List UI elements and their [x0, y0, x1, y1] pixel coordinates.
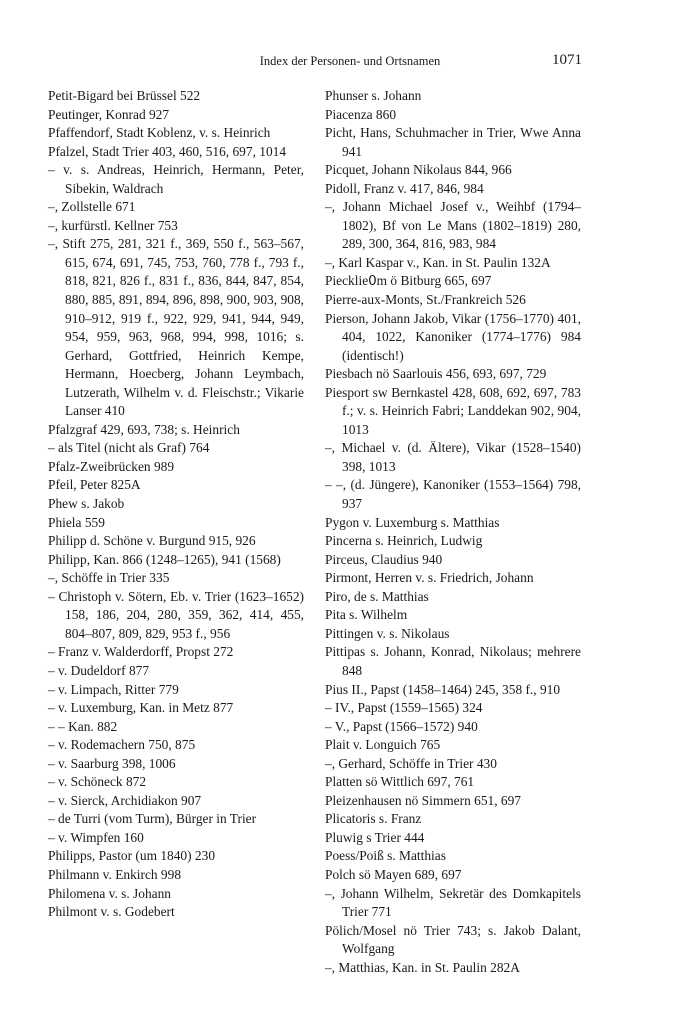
index-entry: Pfaffendorf, Stadt Koblenz, v. s. Heinrich: [48, 125, 271, 141]
index-entry: – – Kan. 882: [48, 718, 118, 734]
index-entry: – v. Limpach, Ritter 779: [48, 681, 179, 697]
index-entry: Plicatoris s. Franz: [325, 811, 422, 827]
index-entry: – v. Luxemburg, Kan. in Metz 877: [48, 700, 234, 716]
index-entry: – v. s. Andreas, Heinrich, Hermann, Peter, Sibekin, Waldrach: [48, 162, 304, 196]
index-entry: Pfalz-Zweibrücken 989: [48, 458, 175, 474]
index-entry: Pierson, Johann Jakob, Vikar (1756–1770) 401, 404, 1022, Kanoniker (1774–1776) 984 (identisch!): [325, 310, 581, 363]
index-entry: Piesbach nö Saarlouis 456, 693, 697, 729: [325, 366, 547, 382]
index-entry: – Christoph v. Sötern, Eb. v. Trier (1623–1652) 158, 186, 204, 280, 359, 362, 414, 455, 804–807, 809, 829, 953 f., 956: [48, 588, 304, 641]
index-entry: Philmont v. s. Godebert: [48, 904, 175, 920]
index-entry: –, Johann Wilhelm, Sekretär des Domkapitels Trier 771: [325, 885, 581, 920]
index-entry: Pfalzel, Stadt Trier 403, 460, 516, 697, 1014: [48, 143, 287, 159]
index-entry: Philmann v. Enkirch 998: [48, 866, 182, 882]
index-entry: – v. Sierck, Archidiakon 907: [48, 792, 202, 808]
index-entry: Pittipas s. Johann, Konrad, Nikolaus; mehrere 848: [325, 644, 581, 678]
index-entry: Picquet, Johann Nikolaus 844, 966: [325, 162, 512, 178]
index-column-right: [325, 87, 581, 977]
index-entry: Pirceus, Claudius 940: [325, 551, 443, 567]
index-entry: Pfeil, Peter 825A: [48, 477, 141, 493]
index-entry: – v. Schöneck 872: [48, 774, 147, 790]
page-header: [0, 52, 700, 72]
index-entry: Plait v. Longuich 765: [325, 737, 441, 753]
index-entry: –, Michael v. (d. Ältere), Vikar (1528–1540) 398, 1013: [325, 440, 581, 474]
index-entry: Piacenza 860: [325, 106, 397, 122]
page-number: 1071: [552, 52, 582, 68]
index-entry: Philipp d. Schöne v. Burgund 915, 926: [48, 533, 256, 549]
index-entry: – als Titel (nicht als Graf) 764: [48, 440, 210, 456]
index-entry: Phew s. Jakob: [48, 496, 125, 512]
index-entry: Philipp, Kan. 866 (1248–1265), 941 (1568): [48, 551, 281, 567]
index-entry: Poess/Poiß s. Matthias: [325, 848, 446, 864]
index-entry: Pluwig s Trier 444: [325, 829, 425, 845]
index-entry: –, kurfürstl. Kellner 753: [48, 217, 178, 233]
index-entry: Picht, Hans, Schuhmacher in Trier, Wwe Anna 941: [325, 125, 581, 159]
index-entry: – de Turri (vom Turm), Bürger in Trier: [48, 811, 257, 827]
index-entry: Philipps, Pastor (um 1840) 230: [48, 848, 216, 864]
index-entry: Piro, de s. Matthias: [325, 588, 429, 604]
index-entry: Pita s. Wilhelm: [325, 607, 408, 623]
index-entry: –, Matthias, Kan. in St. Paulin 282A: [325, 959, 520, 975]
index-entry: Polch sö Mayen 689, 697: [325, 866, 462, 882]
index-entry: Philomena v. s. Johann: [48, 885, 171, 901]
index-entry: Pius II., Papst (1458–1464) 245, 358 f., 910: [325, 681, 561, 697]
index-entry: Phunser s. Johann: [325, 88, 422, 103]
index-entry: –, Zollstelle 671: [48, 199, 136, 215]
index-entry: – Franz v. Walderdorff, Propst 272: [48, 644, 234, 660]
index-entry: Pincerna s. Heinrich, Ludwig: [325, 533, 483, 549]
index-entry: Pleizenhausen nö Simmern 651, 697: [325, 792, 521, 808]
index-entry: Pygon v. Luxemburg s. Matthias: [325, 514, 500, 530]
index-entry: Petit-Bigard bei Brüssel 522: [48, 88, 201, 103]
index-entry: Pfalzgraf 429, 693, 738; s. Heinrich: [48, 421, 240, 437]
index-entry: – –, (d. Jüngere), Kanoniker (1553–1564) 798, 937: [325, 477, 581, 512]
index-entry: Pidoll, Franz v. 417, 846, 984: [325, 180, 484, 196]
index-entry: Platten sö Wittlich 697, 761: [325, 774, 475, 790]
index-entry: –, Stift 275, 281, 321 f., 369, 550 f., 563–567, 615, 674, 691, 745, 753, 760, 778 f., 793 f., 818, 821, 826 f., 831 f., 836, 844, 847, 854, 880, 885, 891, 894, 896, 898, 900, 903, 908, 910–912, 919 f., 922, 929, 941, 944, 949, 954, 959, 963, 968, 994, 998, 1016; s. Gerhard, Gottfried, Heinrich Kempe, Hermann, Hoecberg, Johann Leymbach, Lutzerath, Wilhelm v. d. Fleischstr.; Vikarie Lanser 410: [48, 236, 304, 419]
index-entry: Pierre-aux-Monts, St./Frankreich 526: [325, 292, 526, 308]
index-entry: –, Schöffe in Trier 335: [48, 570, 170, 586]
index-entry: Phiela 559: [48, 514, 105, 530]
running-title: Index der Personen- und Ortsnamen: [259, 54, 441, 68]
index-entry: –, Gerhard, Schöffe in Trier 430: [325, 755, 497, 771]
index-entry: –, Johann Michael Josef v., Weihbf (1794–1802), Bf von Le Mans (1802–1819) 280, 289, 300, 364, 816, 983, 984: [325, 199, 581, 252]
index-entry: – v. Saarburg 398, 1006: [48, 755, 176, 771]
index-entry: Pölich/Mosel nö Trier 743; s. Jakob Dalant, Wolfgang: [325, 922, 581, 957]
index-entry: –, Karl Kaspar v., Kan. in St. Paulin 132A: [325, 254, 551, 270]
index-entry: Pirmont, Herren v. s. Friedrich, Johann: [325, 570, 534, 586]
index-entry: – v. Dudeldorf 877: [48, 662, 150, 678]
index-entry: – V., Papst (1566–1572) 940: [325, 718, 478, 734]
index-entry: – v. Rodemachern 750, 875: [48, 737, 196, 753]
index-entry: Peutinger, Konrad 927: [48, 106, 170, 122]
index-entry: – IV., Papst (1559–1565) 324: [325, 700, 483, 716]
index-entry: Piecklie߀m ö Bitburg 665, 697: [325, 273, 492, 289]
index-entry: Pittingen v. s. Nikolaus: [325, 625, 450, 641]
index-entry: Piesport sw Bernkastel 428, 608, 692, 697, 783 f.; v. s. Heinrich Fabri; Landdekan 902, 904, 1013: [325, 384, 581, 437]
index-column-left: [48, 87, 304, 922]
index-entry: – v. Wimpfen 160: [48, 829, 144, 845]
